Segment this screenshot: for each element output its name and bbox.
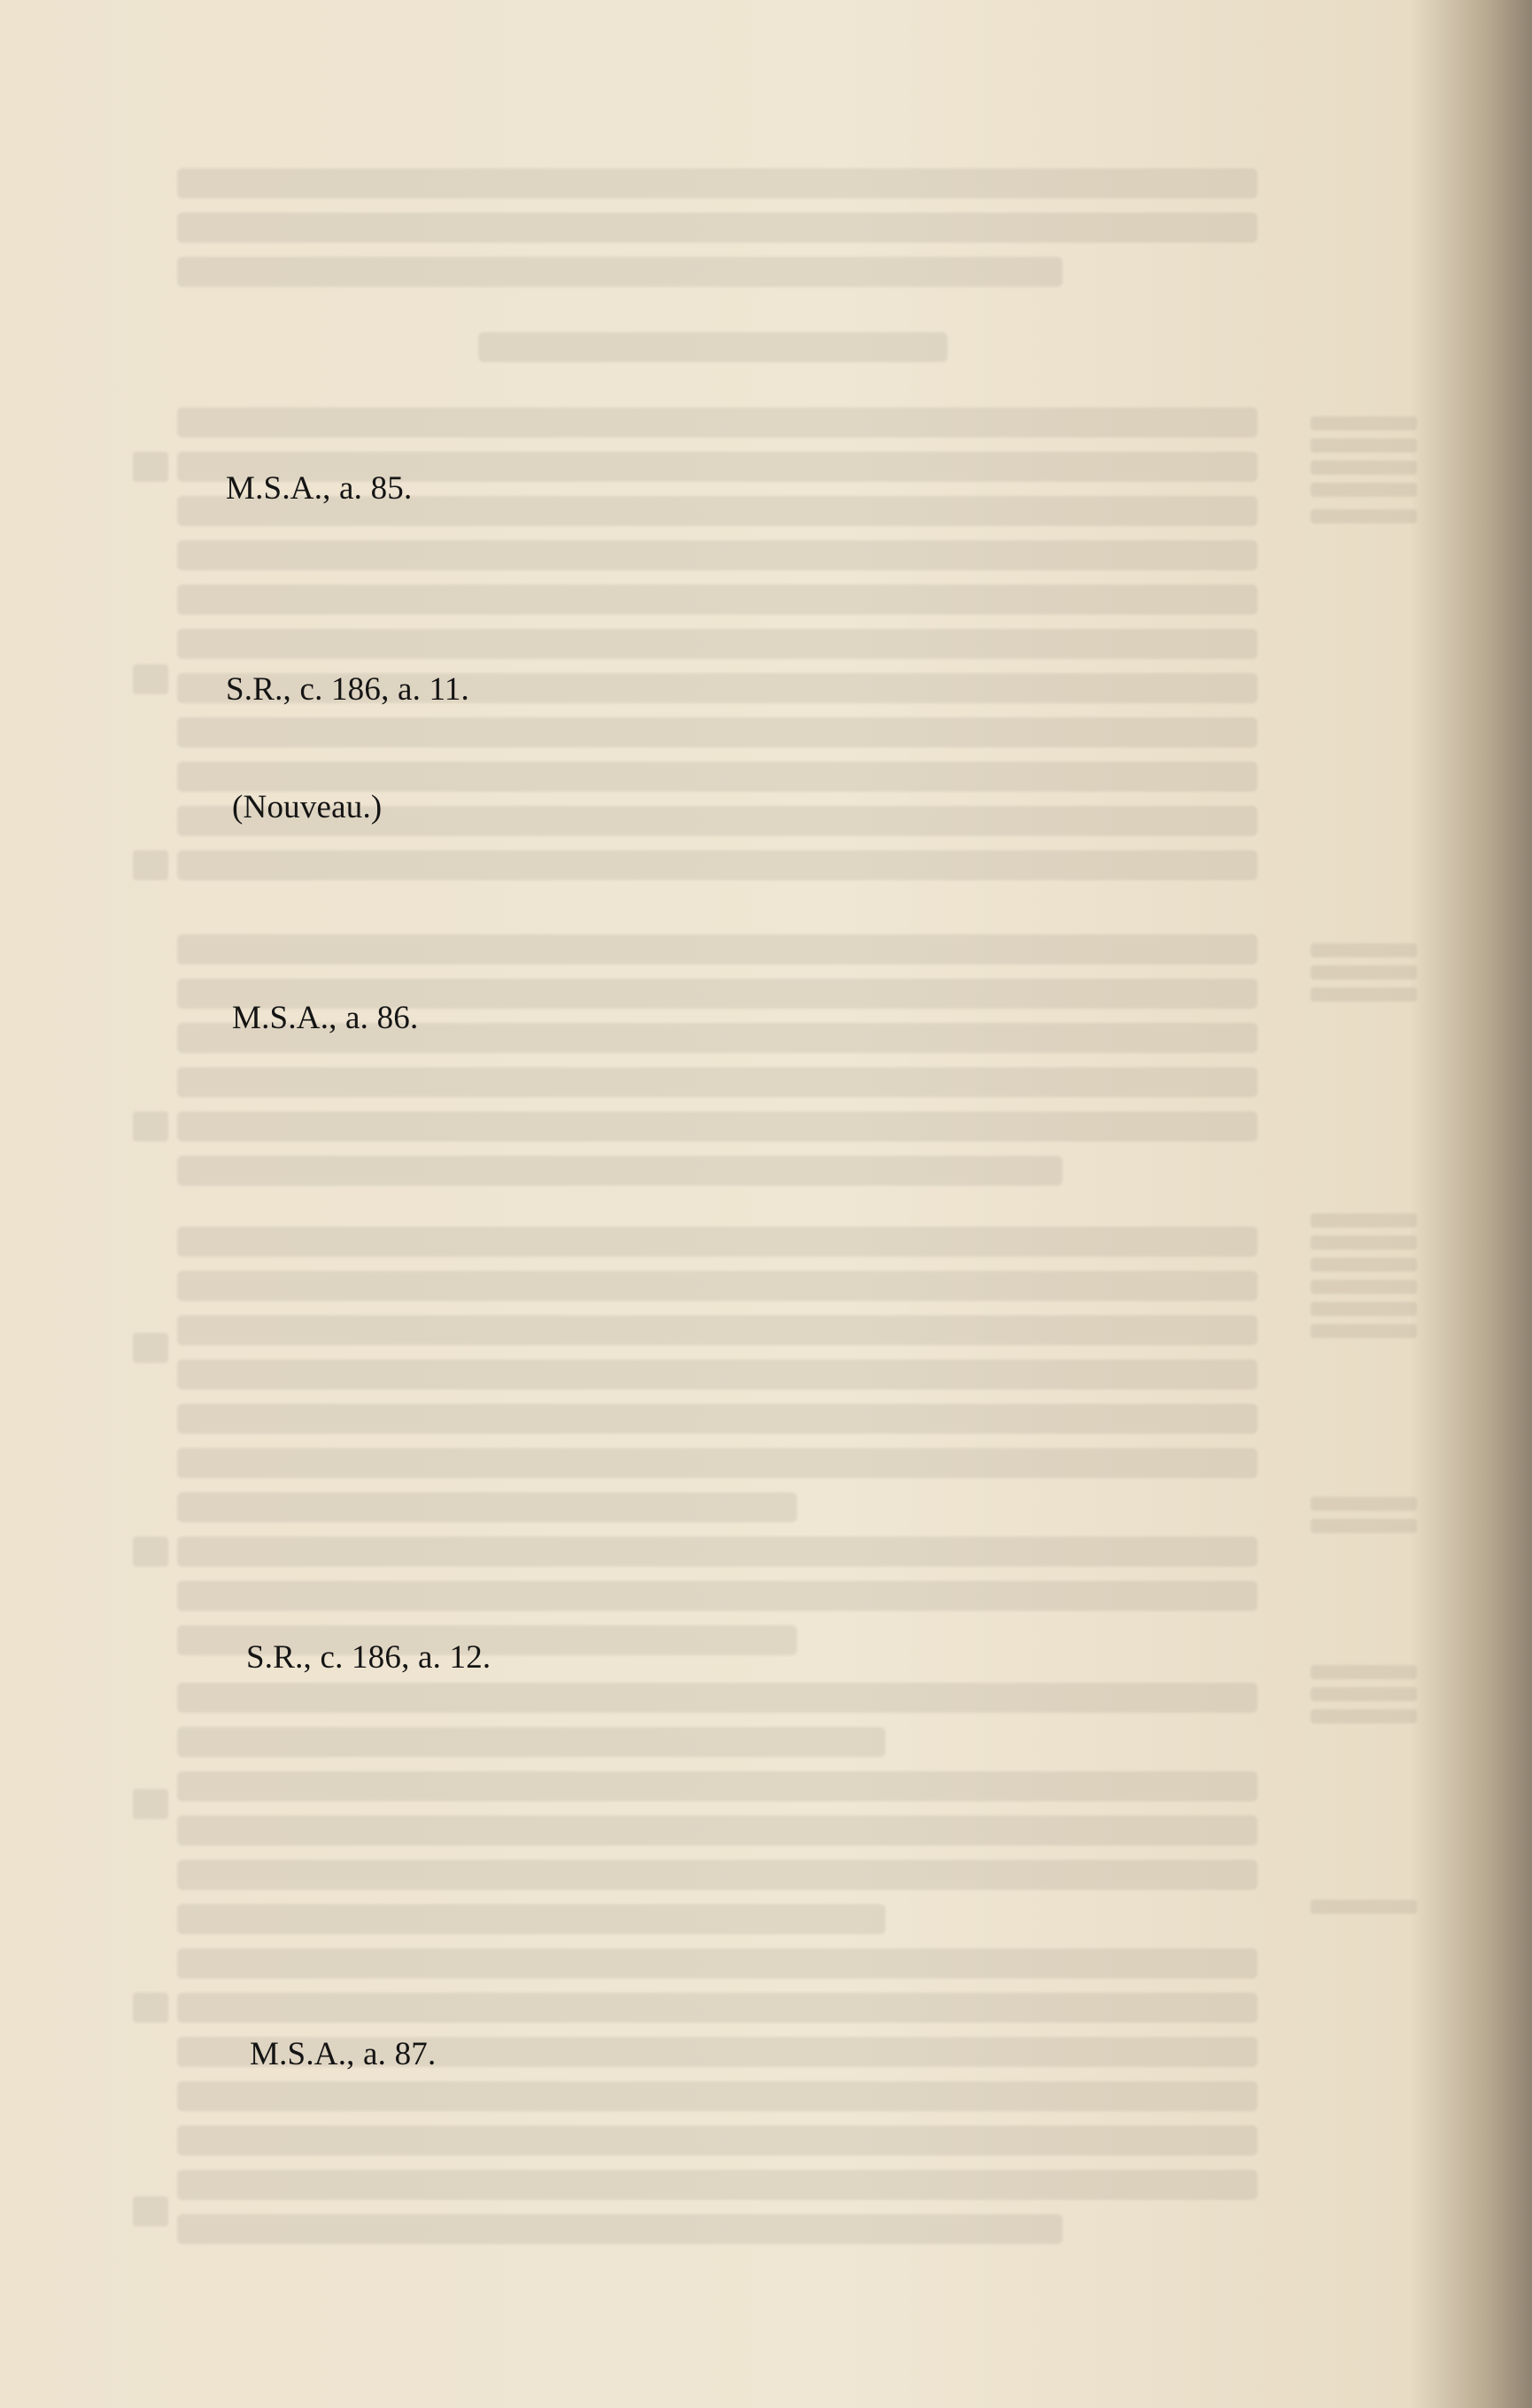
reference-note: (Nouveau.) — [232, 789, 383, 825]
reference-note: M.S.A., a. 86. — [232, 1000, 419, 1036]
reference-note: S.R., c. 186, a. 11. — [226, 671, 469, 708]
reference-note: M.S.A., a. 85. — [226, 470, 413, 507]
reference-note: M.S.A., a. 87. — [250, 2036, 437, 2072]
reference-note: S.R., c. 186, a. 12. — [246, 1639, 491, 1676]
